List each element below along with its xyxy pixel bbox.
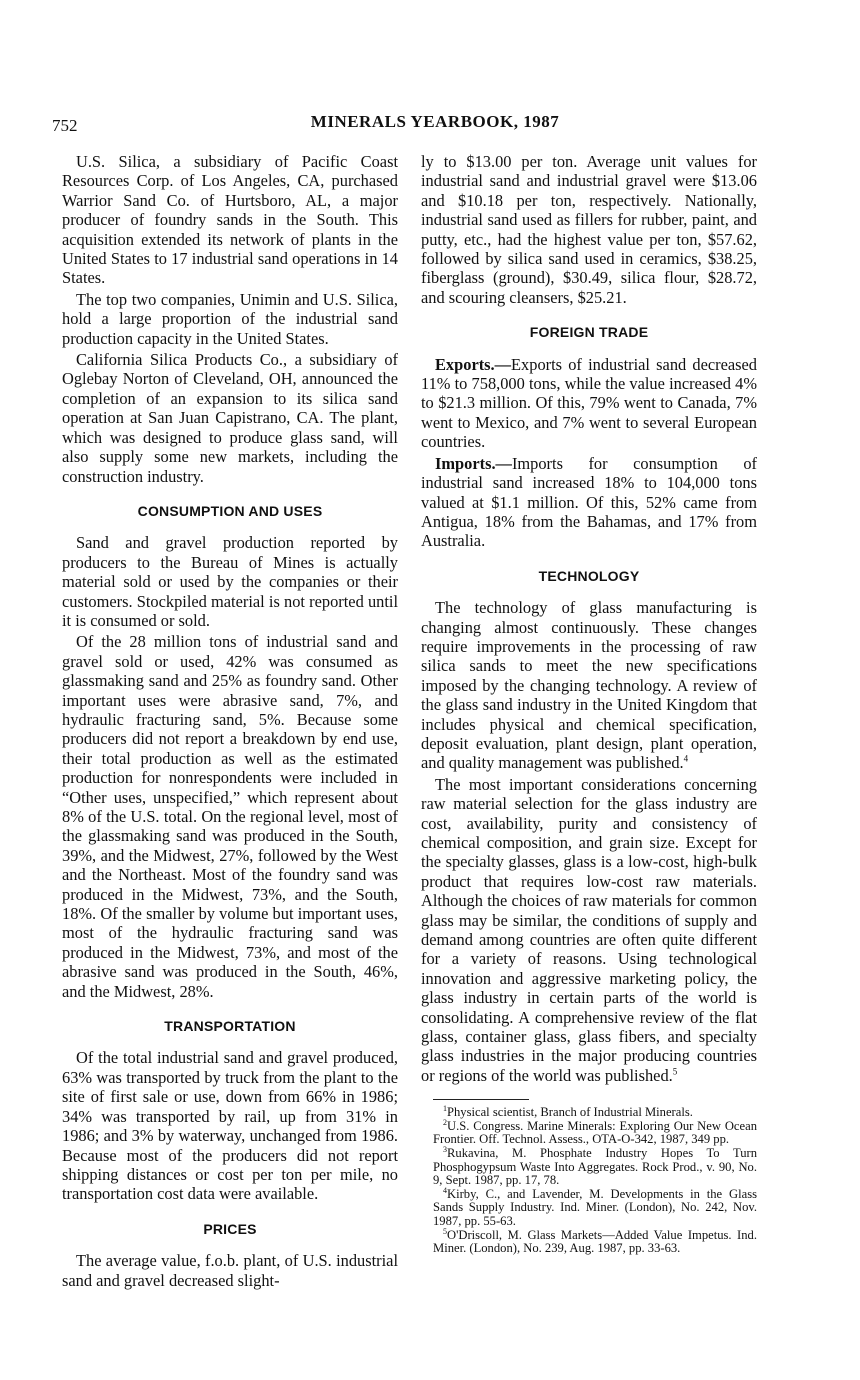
footnote-mark: 1 <box>443 1104 447 1114</box>
heading-transportation: TRANSPORTATION <box>164 1018 296 1035</box>
footnote-text: O'Driscoll, M. Glass Markets—Added Value Impetus. Ind. Miner. (London), No. 239, Aug. 1987, pp. 33-63. <box>433 1227 757 1256</box>
footnote-5 <box>433 1226 757 1256</box>
exports-label: Exports.— <box>435 354 512 374</box>
footnote-ref-4: 4 <box>683 753 689 764</box>
paragraph-exports <box>421 355 757 452</box>
footnote-3 <box>433 1144 757 1188</box>
paragraph-top-companies: The top two companies, Unimin and U.S. Silica, hold a large proportion of the industrial sand production capacity in the United States. <box>62 289 398 348</box>
paragraph-california-silica: California Silica Products Co., a subsidiary of Oglebay Norton of Cleveland, OH, announced the completion of an expansion to its silica sand operation at San Juan Capistrano, CA. The plant, which was designed to produce glass sand, will also supply some new markets, including the construction industry. <box>62 350 398 486</box>
imports-label: Imports.— <box>435 453 512 473</box>
footnote-text: Physical scientist, Branch of Industrial Minerals. <box>447 1105 693 1120</box>
page-number: 752 <box>52 116 78 135</box>
heading-prices: PRICES <box>203 1220 257 1237</box>
paragraph-prices-continued: ly to $13.00 per ton. Average unit values for industrial sand and industrial gravel were $13.06 and $10.18 per ton, respectively. Nationally, industrial sand used as fillers for rubber, paint, and putty, etc., had the highest value per ton, $57.62, followed by silica sand used in ceramics, $38.25, fiberglass (ground), $30.49, silica flour, $28.72, and scouring cleansers, $25.21. <box>421 152 757 307</box>
paragraph-transportation: Of the total industrial sand and gravel produced, 63% was transported by truck from the plant to the site of first sale or use, down from 66% in 1986; 34% was transported by rail, up from 31% in 1986; and 3% by waterway, unchanged from 1986. Because most of the producers did not report shipping distances or cost per ton per mile, no transportation cost data were available. <box>62 1048 398 1204</box>
footnote-ref-5: 5 <box>672 1066 678 1077</box>
paragraph-us-silica: U.S. Silica, a subsidiary of Pacific Coast Resources Corp. of Los Angeles, CA, purchased Warrior Sand Co. of Hurtsboro, AL, a major producer of foundry sands in the South. This acquisition extended its network of plants in the United States to 17 industrial sand operations in 14 States. <box>62 152 398 288</box>
footnote-mark: 5 <box>443 1226 447 1236</box>
heading-consumption-and-uses: CONSUMPTION AND USES <box>137 502 323 519</box>
footnote-1 <box>433 1106 757 1120</box>
raw-material-text: The most important considerations concerning raw material selection for the glass industry are cost, availability, purity and consistency of chemical composition, and grain size. Except for the specialty glasses, glass is a low-cost, high-bulk product that requires low-cost raw materials. Although the choices of raw materials for common glass may be similar, the conditions of supply and demand among countries are often quite different for a variety of reasons. Using technological innovation and aggressive marketing policy, the glass industry in certain parts of the world is consolidating. A comprehensive review of the flat glass, container glass, glass fibers, and specialty glass industries in the major producing countries or regions of the world was published. <box>421 774 757 1085</box>
footnote-text: Kirby, C., and Lavender, M. Developments in the Glass Sands Supply Industry. Ind. Miner. (London), No. 242, Nov. 1987, pp. 55-63. <box>433 1186 757 1229</box>
footnote-text: U.S. Congress. Marine Minerals: Exploring Our New Ocean Frontier. Off. Technol. Assess., OTA-O-342, 1987, 349 pp. <box>433 1118 757 1147</box>
footnote-4 <box>433 1185 757 1229</box>
paragraph-production-reported: Sand and gravel production reported by producers to the Bureau of Mines is actually material sold or used by the companies or their customers. Stockpiled material is not reported until it is consumed or sold. <box>62 533 398 630</box>
paragraph-imports <box>421 454 757 551</box>
heading-technology: TECHNOLOGY <box>538 567 640 584</box>
right-column <box>421 152 757 1256</box>
heading-foreign-trade: FOREIGN TRADE <box>529 324 649 341</box>
imports-text: Imports for consumption of industrial sand increased 18% to 104,000 tons valued at $1.1 million. Of this, 52% came from Antigua, 18% from the Bahamas, and 17% from Australia. <box>421 453 757 551</box>
footnote-mark: 2 <box>443 1117 447 1127</box>
paragraph-raw-material-selection <box>421 775 757 1086</box>
running-title: MINERALS YEARBOOK, 1987 <box>310 112 560 131</box>
paragraph-prices-start: The average value, f.o.b. plant, of U.S. industrial sand and gravel decreased slight- <box>62 1251 398 1290</box>
left-column <box>62 152 398 1290</box>
footnote-text: Rukavina, M. Phosphate Industry Hopes To Turn Phosphogypsum Waste Into Aggregates. Rock Prod., v. 90, No. 9, Sept. 1987, pp. 17, 78. <box>433 1146 757 1188</box>
footnote-mark: 4 <box>443 1185 447 1195</box>
paragraph-glass-technology <box>421 598 757 773</box>
paragraph-end-uses: Of the 28 million tons of industrial sand and gravel sold or used, 42% was consumed as glassmaking sand and 25% as foundry sand. Other important uses were abrasive sand, 7%, and hydraulic fracturing sand, 5%. Because some producers did not report a breakdown by end use, their total production as well as the estimated production for nonrespondents were included in “Other uses, unspecified,” which represent about 8% of the U.S. total. On the regional level, most of the glassmaking sand was produced in the South, 39%, and the Midwest, 27%, followed by the West and the Northeast. Most of the foundry sand was produced in the Midwest, 73%, and the South, 18%. Of the smaller by volume but important uses, most of the hydraulic fracturing sand was produced in the Midwest, 73%, and most of the abrasive sand was produced in the South, 46%, and the Midwest, 28%. <box>62 632 398 1001</box>
footnote-divider <box>433 1099 529 1100</box>
footnote-mark: 3 <box>443 1144 447 1154</box>
glass-technology-text: The technology of glass manufacturing is changing almost continuously. These changes require improvements in the processing of raw silica sands to meet the new specifications imposed by the changing technology. A review of the glass sand industry in the United Kingdom that includes physical and chemical specification, deposit evaluation, plant design, plant operation, and quality management was published. <box>421 598 757 773</box>
footnote-2 <box>433 1117 757 1147</box>
exports-text: Exports of industrial sand decreased 11% to 758,000 tons, while the value increased 4% to $21.3 million. Of this, 79% went to Canada, 7% went to Mexico, and 7% went to several European countries. <box>421 354 757 452</box>
footnotes <box>433 1106 757 1256</box>
